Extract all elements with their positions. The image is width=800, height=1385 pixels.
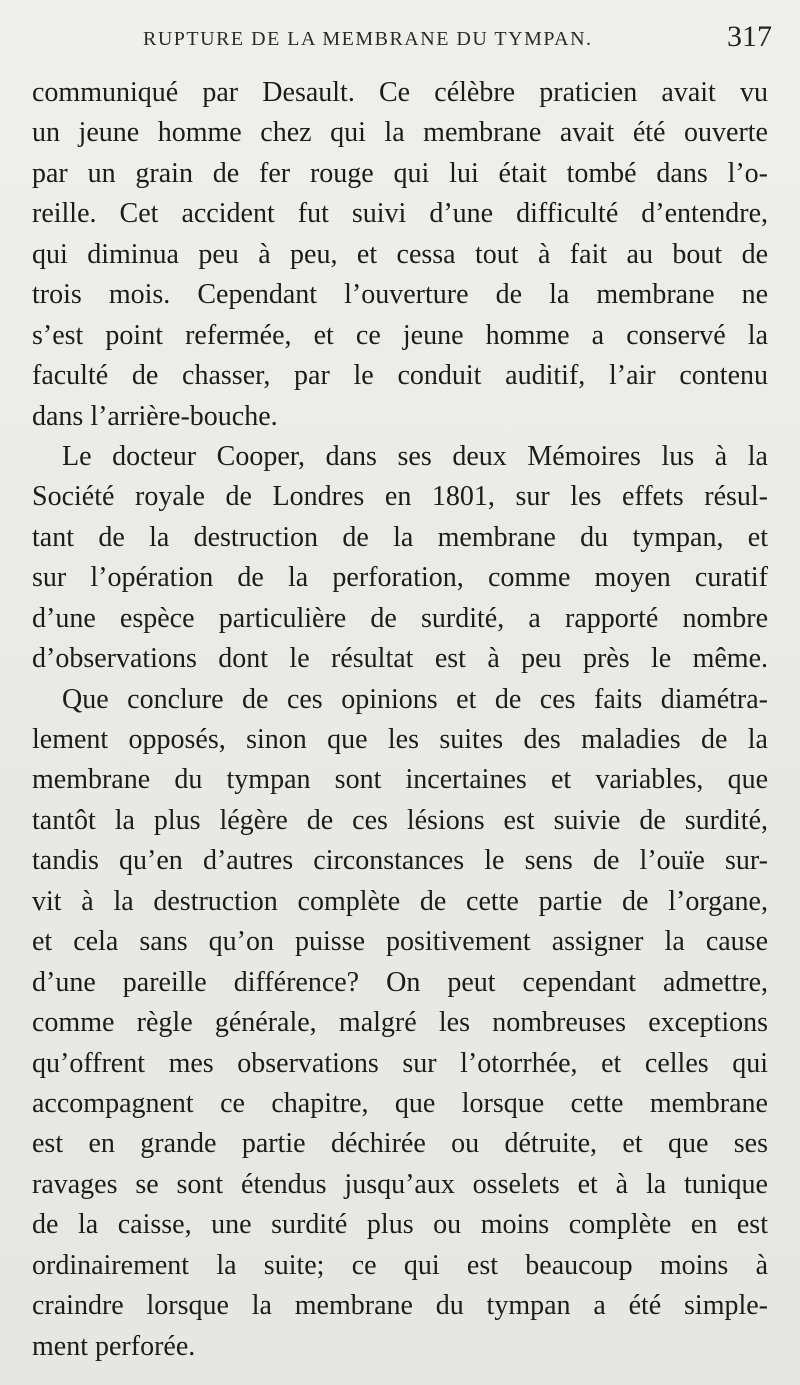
text-line: d’une espèce particulière de surdité, a rapporté nombre — [32, 602, 768, 634]
body-text — [32, 73, 768, 1367]
text-line: comme règle générale, malgré les nombreuses exceptions — [32, 1007, 768, 1039]
running-title: RUPTURE DE LA MEMBRANE DU TYMPAN. — [143, 28, 593, 50]
text-line: Société royale de Londres en 1801, sur les effets résul- — [32, 481, 768, 513]
page-number: 317 — [727, 20, 772, 53]
text-line: ravages se sont étendus jusqu’aux osselets et à la tunique — [32, 1168, 768, 1200]
text-line: dans l’arrière-bouche. — [32, 400, 278, 432]
text-line: par un grain de fer rouge qui lui était tombé dans l’o- — [32, 157, 768, 189]
text-line: qui diminua peu à peu, et cessa tout à fait au bout de — [32, 238, 768, 270]
running-head — [0, 20, 800, 60]
text-line: accompagnent ce chapitre, que lorsque cette membrane — [32, 1087, 768, 1119]
text-line: d’une pareille différence? On peut cependant admettre, — [32, 966, 768, 998]
text-line: membrane du tympan sont incertaines et variables, que — [32, 764, 768, 796]
text-line: tantôt la plus légère de ces lésions est suivie de surdité, — [32, 804, 768, 836]
text-line: qu’offrent mes observations sur l’otorrhée, et celles qui — [32, 1047, 768, 1079]
text-line: tant de la destruction de la membrane du tympan, et — [32, 521, 768, 553]
text-line: de la caisse, une surdité plus ou moins complète en est — [32, 1209, 768, 1241]
text-line: ment perforée. — [32, 1330, 196, 1362]
text-line: Que conclure de ces opinions et de ces faits diamétra- — [62, 683, 768, 715]
text-line: ordinairement la suite; ce qui est beaucoup moins à — [32, 1249, 768, 1281]
text-line: s’est point refermée, et ce jeune homme a conservé la — [32, 319, 768, 351]
text-line: faculté de chasser, par le conduit auditif, l’air contenu — [32, 360, 768, 392]
text-line: trois mois. Cependant l’ouverture de la membrane ne — [32, 279, 768, 311]
text-line: et cela sans qu’on puisse positivement assigner la cause — [32, 926, 768, 958]
text-line: sur l’opération de la perforation, comme moyen curatif — [32, 562, 768, 594]
text-line: reille. Cet accident fut suivi d’une difficulté d’entendre, — [32, 198, 768, 230]
text-line: communiqué par Desault. Ce célèbre praticien avait vu — [32, 77, 768, 108]
text-line: est en grande partie déchirée ou détruite, et que ses — [32, 1128, 768, 1160]
text-line: d’observations dont le résultat est à peu près le même. — [32, 643, 768, 675]
text-line: lement opposés, sinon que les suites des maladies de la — [32, 724, 768, 755]
text-line: tandis qu’en d’autres circonstances le sens de l’ouïe sur- — [32, 845, 768, 877]
text-line: Le docteur Cooper, dans ses deux Mémoires lus à la — [62, 440, 768, 472]
text-line: craindre lorsque la membrane du tympan a été simple- — [32, 1290, 768, 1322]
text-line: un jeune homme chez qui la membrane avait été ouverte — [32, 117, 768, 149]
text-line: vit à la destruction complète de cette partie de l’organe, — [32, 885, 768, 917]
